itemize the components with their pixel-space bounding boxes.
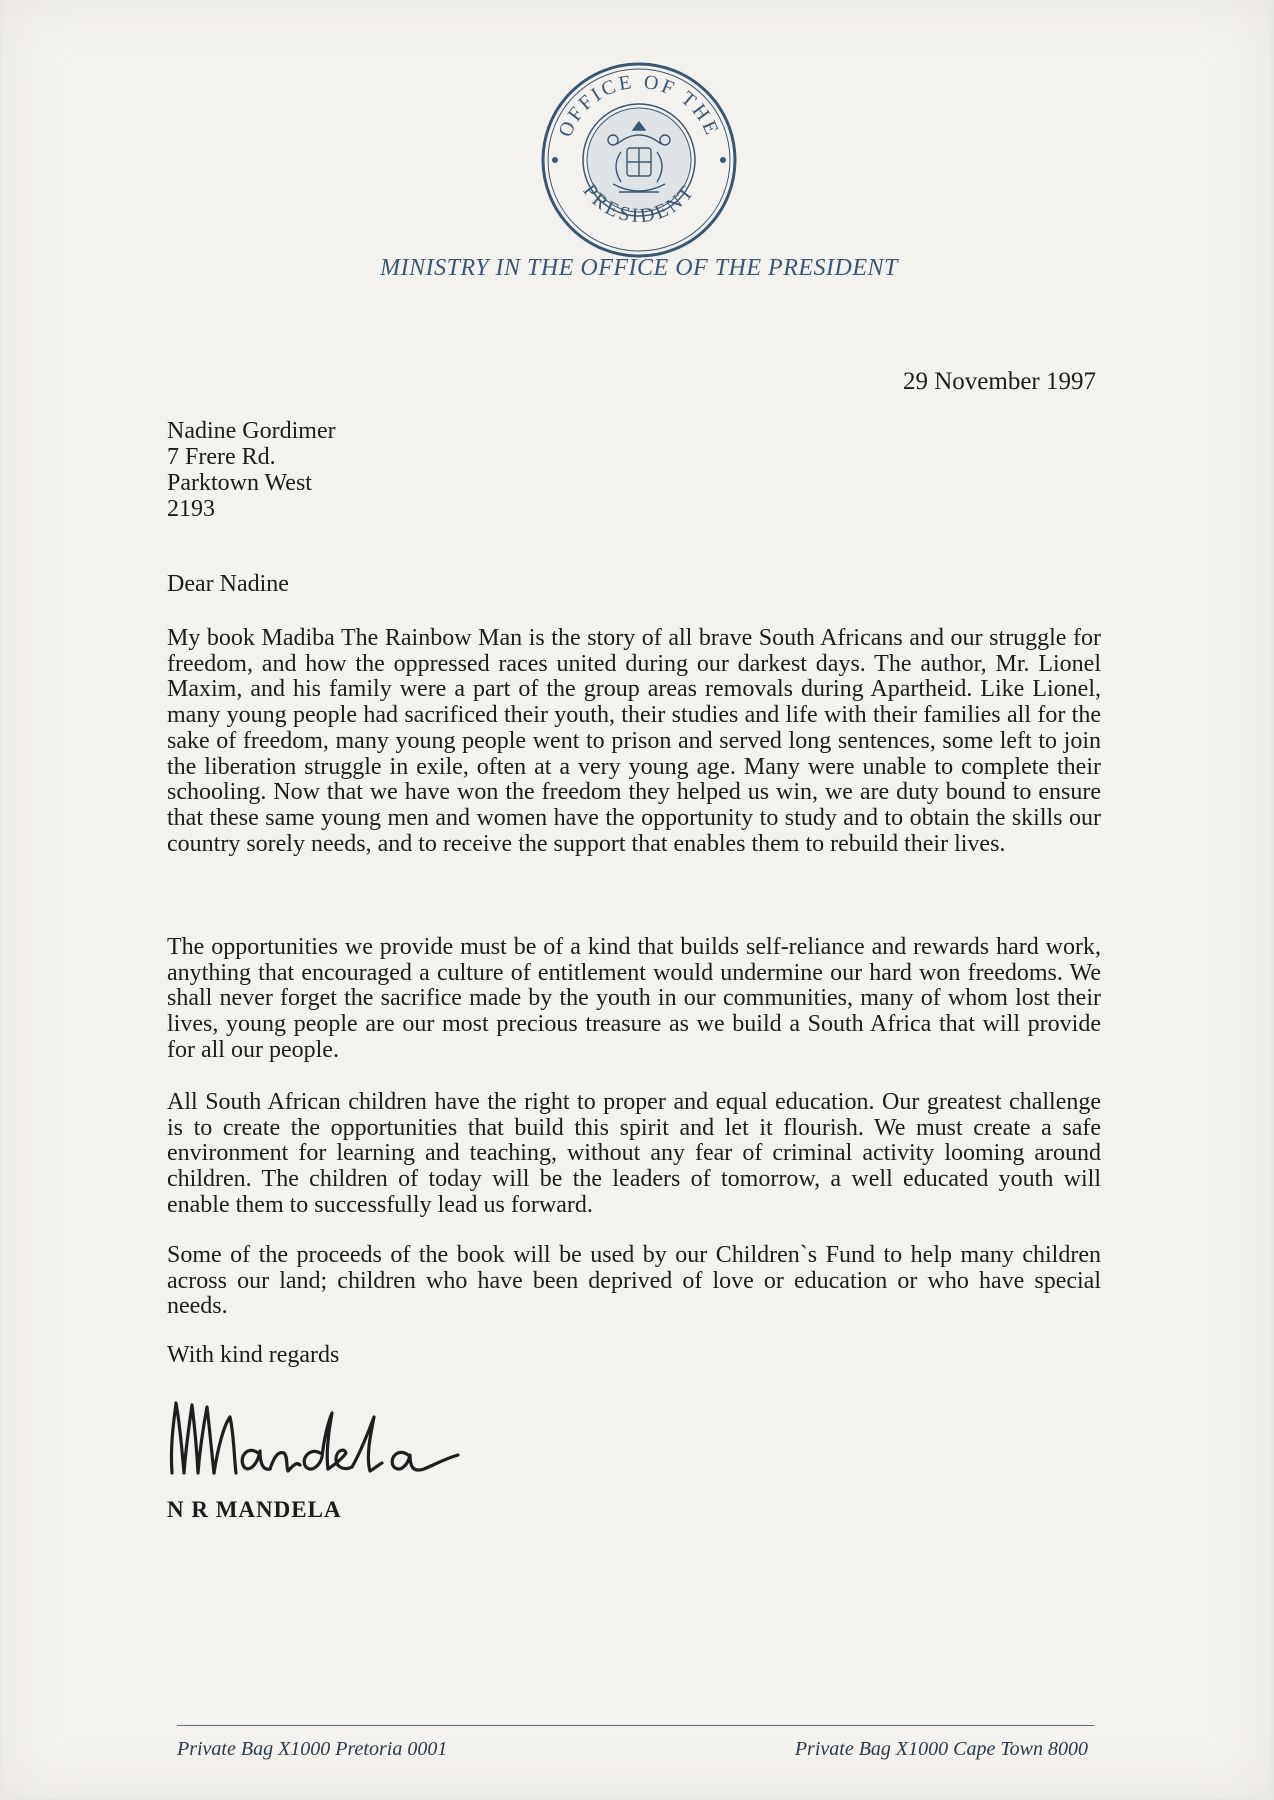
recipient-address	[167, 418, 336, 522]
footer-capetown-address: Private Bag X1000 Cape Town 8000	[794, 1738, 1088, 1760]
signer-name: N R MANDELA	[167, 1497, 342, 1522]
ministry-heading: MINISTRY IN THE OFFICE OF THE PRESIDENT	[380, 255, 898, 281]
footer-divider	[177, 1725, 1094, 1726]
body-paragraph-3: All South African children have the right to proper and equal education. Our greatest challenge is to create the opportunities that build this spirit and let it flourish. We must create a safe environment for learning and teaching, without any fear of criminal activity looming around children. The children of today will be the leaders of tomorrow, a well educated youth will enable them to successfully lead us forward.	[167, 1089, 1101, 1218]
handwritten-signature	[162, 1395, 472, 1485]
presidential-seal	[539, 60, 739, 260]
closing: With kind regards	[167, 1342, 340, 1368]
letter-page	[2, 0, 1270, 1798]
letter-date: 29 November 1997	[902, 368, 1096, 395]
seal-top-text: OFFICE OF THE	[554, 70, 724, 141]
salutation: Dear Nadine	[167, 571, 289, 597]
recipient-street: 7 Frere Rd.	[167, 444, 276, 470]
body-paragraph-4: Some of the proceeds of the book will be used by our Children`s Fund to help many children across our land; children who have been deprived of love or education or who have special needs.	[167, 1242, 1101, 1320]
recipient-postcode: 2193	[167, 496, 215, 522]
footer-pretoria-address: Private Bag X1000 Pretoria 0001	[177, 1738, 448, 1760]
body-paragraph-2: The opportunities we provide must be of a kind that builds self-reliance and rewards hard work, anything that encouraged a culture of entitlement would undermine our hard won freedoms. We shall never forget the sacrifice made by the youth in our communities, many of whom lost their lives, young people are our most precious treasure as we build a South Africa that will provide for all our people.	[167, 934, 1101, 1063]
recipient-name: Nadine Gordimer	[167, 418, 336, 444]
body-paragraph-1: My book Madiba The Rainbow Man is the story of all brave South Africans and our struggle for freedom, and how the oppressed races united during our darkest days. The author, Mr. Lionel Maxim, and his family were a part of the group areas removals during Apartheid. Like Lionel, many young people had sacrificed their youth, their studies and life with their families all for the sake of freedom, many young people went to prison and served long sentences, some left to join the liberation struggle in exile, often at a very young age. Many were unable to complete their schooling. Now that we have won the freedom they helped us win, we are duty bound to ensure that these same young men and women have the opportunity to study and to obtain the skills our country sorely needs, and to receive the support that enables them to rebuild their lives.	[167, 625, 1101, 857]
seal-bottom-text: PRESIDENT	[578, 180, 700, 228]
recipient-suburb: Parktown West	[167, 470, 312, 496]
